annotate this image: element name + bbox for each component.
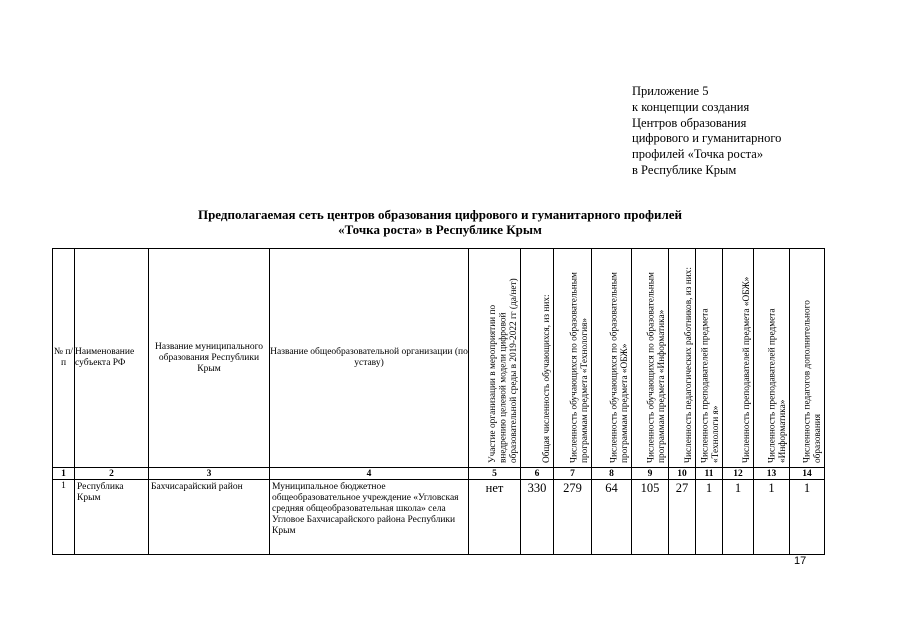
row-municipality: Бахчисарайский район <box>149 480 270 555</box>
header-teachers-total: Численность педагогических работников, из них: <box>669 249 696 468</box>
column-number: 8 <box>592 468 632 480</box>
column-number: 9 <box>632 468 669 480</box>
title-line-2: «Точка роста» в Республике Крым <box>338 222 542 237</box>
header-row <box>53 249 825 468</box>
header-obzh-teachers: Численность преподавателей предмета «ОБЖ» <box>723 249 754 468</box>
column-number: 1 <box>53 468 75 480</box>
header-technology-students: Численность обучающихся по образовательным программам предмета «Технология» <box>554 249 592 468</box>
header-number: № п/ п <box>53 249 75 468</box>
row-obzh-students: 64 <box>592 480 632 555</box>
row-informatics-students: 105 <box>632 480 669 555</box>
appendix-line: цифрового и гуманитарного <box>632 131 782 146</box>
row-organization: Муниципальное бюджетное общеобразовательное учреждение «Угловская средняя общеобразовательная школа» села Угловое Бахчисарайского района Республики Крым <box>270 480 469 555</box>
column-number: 13 <box>754 468 790 480</box>
row-subject: Республика Крым <box>75 480 149 555</box>
row-technology-students: 279 <box>554 480 592 555</box>
appendix-line: Центров образования <box>632 115 747 130</box>
header-technology-teachers: Численность преподавателей предмета «Технологи я» <box>696 249 723 468</box>
header-participation: Участие организации в мероприятии по внедрению целевой модели цифровой образовательной среды в 2019-2022 гг (да/нет) <box>469 249 521 468</box>
centers-table <box>52 248 825 555</box>
header-organization: Название общеобразовательной организации (по уставу) <box>270 249 469 468</box>
document-title <box>40 207 840 237</box>
header-informatics-students: Численность обучающихся по образовательным программам предмета «Информатика» <box>632 249 669 468</box>
appendix-line: в Республике Крым <box>632 162 737 177</box>
title-line-1: Предполагаемая сеть центров образования цифрового и гуманитарного профилей <box>197 207 683 222</box>
column-number-row <box>53 468 825 480</box>
header-additional-teachers: Численность педагогов дополнительного образования <box>790 249 825 468</box>
header-total-students: Общая численность обучающихся, из них: <box>521 249 554 468</box>
column-number: 5 <box>469 468 521 480</box>
column-number: 12 <box>723 468 754 480</box>
row-number: 1 <box>53 480 75 555</box>
column-number: 4 <box>270 468 469 480</box>
row-total-students: 330 <box>521 480 554 555</box>
page-number: 17 <box>794 555 807 567</box>
row-additional-teachers: 1 <box>790 480 825 555</box>
header-subject: Наименование субъекта РФ <box>75 249 149 468</box>
table-row <box>53 480 825 555</box>
row-teachers-total: 27 <box>669 480 696 555</box>
appendix-line: к концепции создания <box>632 99 750 114</box>
appendix-line: Приложение 5 <box>632 84 709 98</box>
appendix-block <box>632 84 862 179</box>
column-number: 14 <box>790 468 825 480</box>
row-informatics-teachers: 1 <box>754 480 790 555</box>
appendix-line: профилей «Точка роста» <box>632 147 764 162</box>
column-number: 2 <box>75 468 149 480</box>
column-number: 7 <box>554 468 592 480</box>
row-obzh-teachers: 1 <box>723 480 754 555</box>
column-number: 10 <box>669 468 696 480</box>
column-number: 3 <box>149 468 270 480</box>
row-technology-teachers: 1 <box>696 480 723 555</box>
column-number: 11 <box>696 468 723 480</box>
header-municipality: Название муниципального образования Республики Крым <box>149 249 270 468</box>
header-informatics-teachers: Численность преподавателей предмета «Информатика» <box>754 249 790 468</box>
column-number: 6 <box>521 468 554 480</box>
header-obzh-students: Численность обучающихся по образовательным программам предмета «ОБЖ» <box>592 249 632 468</box>
row-participation: нет <box>469 480 521 555</box>
